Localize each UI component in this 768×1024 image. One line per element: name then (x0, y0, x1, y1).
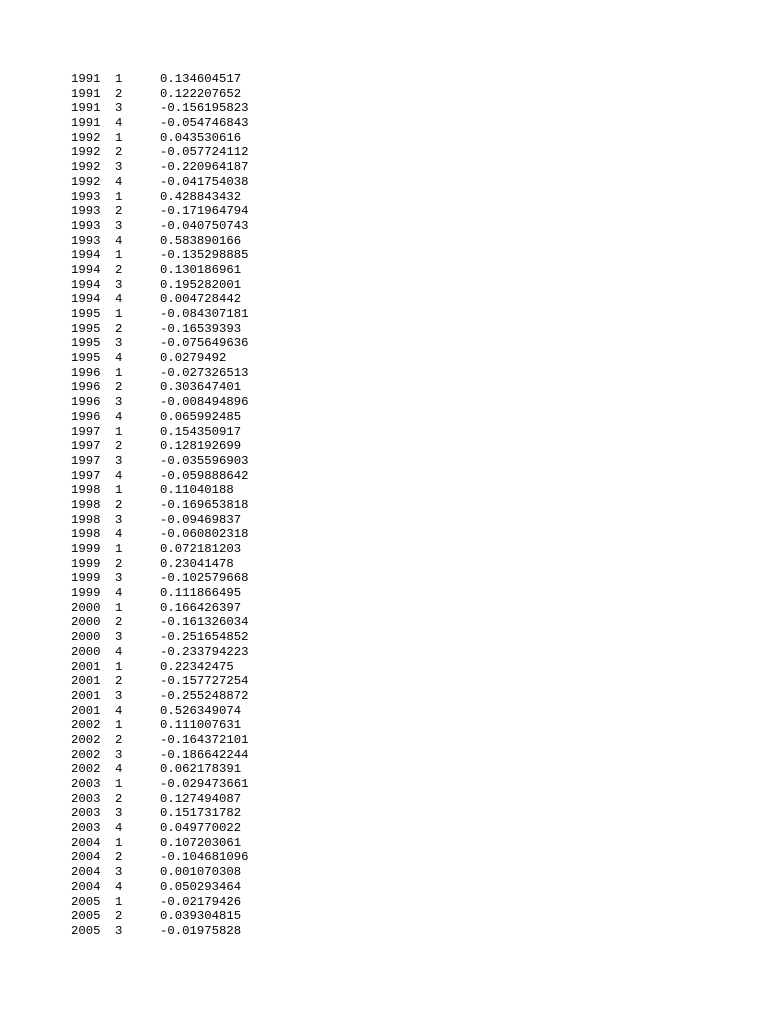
value-cell: 0.23041478 (160, 556, 234, 571)
value-cell: 0.583890166 (160, 233, 242, 248)
quarter-cell: 4 (115, 879, 123, 894)
quarter-cell: 3 (115, 395, 123, 410)
value-cell: 0.049770022 (160, 821, 242, 836)
value-cell: 0.428843432 (160, 189, 242, 204)
value-cell: -0.135298885 (160, 248, 249, 263)
year-cell: 2001 (71, 688, 101, 703)
year-cell: 2005 (71, 894, 101, 909)
year-cell: 2000 (71, 615, 101, 630)
value-cell: 0.065992485 (160, 409, 242, 424)
year-cell: 1999 (71, 542, 101, 556)
year-cell: 1999 (71, 586, 101, 601)
quarter-cell: 3 (115, 806, 123, 821)
quarter-cell: 1 (115, 130, 123, 145)
year-cell: 1992 (71, 174, 101, 189)
year-cell: 2003 (71, 806, 101, 821)
quarter-cell: 4 (115, 586, 123, 601)
quarter-cell: 1 (115, 894, 123, 909)
year-cell: 1998 (71, 497, 101, 512)
value-cell: -0.040750743 (160, 218, 249, 233)
value-cell: -0.161326034 (160, 615, 249, 630)
quarter-cell: 3 (115, 571, 123, 586)
quarter-cell: 1 (115, 365, 123, 380)
year-cell: 1994 (71, 277, 101, 292)
year-cell: 1996 (71, 380, 101, 395)
year-cell: 1993 (71, 233, 101, 248)
year-cell: 1993 (71, 204, 101, 219)
quarter-cell: 1 (115, 835, 123, 850)
year-cell: 2004 (71, 835, 101, 850)
quarter-cell: 2 (115, 791, 123, 806)
quarter-cell: 2 (115, 556, 123, 571)
value-cell: 0.062178391 (160, 762, 242, 777)
year-cell: 2002 (71, 718, 101, 733)
value-cell: -0.008494896 (160, 395, 249, 410)
value-cell: 0.166426397 (160, 600, 242, 615)
value-cell: 0.134604517 (160, 72, 242, 86)
quarter-cell: 2 (115, 380, 123, 395)
year-cell: 2004 (71, 879, 101, 894)
quarter-cell: 3 (115, 747, 123, 762)
value-cell: 0.22342475 (160, 659, 234, 674)
value-cell: -0.041754038 (160, 174, 249, 189)
year-cell: 2001 (71, 659, 101, 674)
quarter-cell: 4 (115, 116, 123, 131)
year-cell: 2005 (71, 909, 101, 924)
value-cell: 0.050293464 (160, 879, 242, 894)
quarter-cell: 2 (115, 674, 123, 689)
value-cell: -0.16539393 (160, 321, 242, 336)
value-cell: 0.526349074 (160, 703, 242, 718)
value-cell: -0.220964187 (160, 160, 249, 175)
year-cell: 1996 (71, 409, 101, 424)
value-cell: 0.154350917 (160, 424, 242, 439)
value-cell: -0.164372101 (160, 732, 249, 747)
year-cell: 1995 (71, 336, 101, 351)
value-cell: -0.09469837 (160, 512, 242, 527)
quarter-cell: 3 (115, 101, 123, 116)
quarter-cell: 1 (115, 718, 123, 733)
quarter-cell: 3 (115, 277, 123, 292)
value-cell: 0.0279492 (160, 351, 227, 366)
year-cell: 1999 (71, 556, 101, 571)
quarter-cell: 4 (115, 233, 123, 248)
year-cell: 2001 (71, 674, 101, 689)
quarter-cell: 2 (115, 262, 123, 277)
year-cell: 1992 (71, 145, 101, 160)
quarter-cell: 1 (115, 307, 123, 321)
value-cell: 0.111866495 (160, 586, 242, 601)
quarter-cell: 2 (115, 321, 123, 336)
year-cell: 1998 (71, 483, 101, 498)
year-cell: 1993 (71, 189, 101, 204)
value-cell: 0.107203061 (160, 835, 242, 850)
year-cell: 1997 (71, 424, 101, 439)
quarter-cell: 3 (115, 512, 123, 527)
year-cell: 1997 (71, 453, 101, 468)
quarter-cell: 2 (115, 439, 123, 454)
value-cell: -0.035596903 (160, 453, 249, 468)
value-cell: 0.128192699 (160, 439, 242, 454)
quarter-cell: 3 (115, 218, 123, 233)
year-cell: 1996 (71, 395, 101, 410)
quarter-cell: 4 (115, 644, 123, 659)
year-cell: 1992 (71, 160, 101, 175)
year-cell: 1999 (71, 571, 101, 586)
year-cell: 1996 (71, 365, 101, 380)
year-cell: 1992 (71, 130, 101, 145)
value-cell: -0.233794223 (160, 644, 249, 659)
value-cell: -0.104681096 (160, 850, 249, 865)
value-cell: -0.01975828 (160, 923, 242, 938)
year-cell: 1991 (71, 101, 101, 116)
year-cell: 2003 (71, 777, 101, 791)
value-cell: -0.255248872 (160, 688, 249, 703)
year-cell: 2000 (71, 630, 101, 645)
year-cell: 1995 (71, 351, 101, 366)
quarter-cell: 1 (115, 72, 123, 86)
quarter-cell: 3 (115, 453, 123, 468)
value-cell: -0.157727254 (160, 674, 249, 689)
quarter-cell: 3 (115, 865, 123, 880)
year-cell: 2002 (71, 762, 101, 777)
value-cell: -0.186642244 (160, 747, 249, 762)
year-cell: 2001 (71, 703, 101, 718)
value-cell: 0.039304815 (160, 909, 242, 924)
quarter-cell: 3 (115, 630, 123, 645)
year-cell: 1997 (71, 439, 101, 454)
quarter-cell: 4 (115, 351, 123, 366)
year-cell: 1998 (71, 512, 101, 527)
quarter-cell: 2 (115, 86, 123, 101)
quarter-cell: 4 (115, 703, 123, 718)
year-cell: 2003 (71, 791, 101, 806)
value-cell: 0.11040188 (160, 483, 234, 498)
value-cell: -0.169653818 (160, 497, 249, 512)
quarter-cell: 2 (115, 204, 123, 219)
quarter-cell: 4 (115, 174, 123, 189)
year-cell: 2003 (71, 821, 101, 836)
year-cell: 1998 (71, 527, 101, 542)
value-cell: -0.054746843 (160, 116, 249, 131)
quarter-cell: 1 (115, 248, 123, 263)
quarter-cell: 3 (115, 923, 123, 938)
year-cell: 1997 (71, 468, 101, 483)
quarter-cell: 3 (115, 160, 123, 175)
value-cell: -0.156195823 (160, 101, 249, 116)
quarter-cell: 3 (115, 336, 123, 351)
year-cell: 2005 (71, 923, 101, 938)
value-cell: -0.027326513 (160, 365, 249, 380)
year-cell: 2004 (71, 850, 101, 865)
quarter-cell: 4 (115, 468, 123, 483)
value-cell: -0.075649636 (160, 336, 249, 351)
year-cell: 1993 (71, 218, 101, 233)
value-cell: -0.251654852 (160, 630, 249, 645)
quarter-cell: 1 (115, 600, 123, 615)
year-cell: 1991 (71, 86, 101, 101)
value-cell: 0.303647401 (160, 380, 242, 395)
value-cell: 0.043530616 (160, 130, 242, 145)
value-cell: -0.102579668 (160, 571, 249, 586)
value-cell: 0.130186961 (160, 262, 242, 277)
year-cell: 2000 (71, 644, 101, 659)
value-cell: 0.072181203 (160, 542, 242, 556)
year-cell: 1991 (71, 72, 101, 86)
quarter-cell: 2 (115, 497, 123, 512)
quarter-cell: 2 (115, 909, 123, 924)
value-cell: 0.195282001 (160, 277, 242, 292)
year-cell: 2002 (71, 747, 101, 762)
value-cell: 0.001070308 (160, 865, 242, 880)
quarter-cell: 4 (115, 821, 123, 836)
quarter-cell: 4 (115, 527, 123, 542)
year-cell: 1994 (71, 292, 101, 307)
value-cell: -0.060802318 (160, 527, 249, 542)
quarter-cell: 2 (115, 850, 123, 865)
year-cell: 2000 (71, 600, 101, 615)
quarter-cell: 1 (115, 659, 123, 674)
year-cell: 1994 (71, 248, 101, 263)
value-cell: -0.171964794 (160, 204, 249, 219)
value-cell: -0.029473661 (160, 777, 249, 791)
value-cell: -0.059888642 (160, 468, 249, 483)
quarter-cell: 2 (115, 732, 123, 747)
value-cell: 0.004728442 (160, 292, 242, 307)
value-cell: 0.111007631 (160, 718, 242, 733)
quarter-cell: 1 (115, 542, 123, 556)
quarter-cell: 2 (115, 615, 123, 630)
quarter-cell: 1 (115, 189, 123, 204)
value-cell: -0.02179426 (160, 894, 242, 909)
value-cell: -0.057724112 (160, 145, 249, 160)
quarter-cell: 2 (115, 145, 123, 160)
year-cell: 1991 (71, 116, 101, 131)
quarter-cell: 4 (115, 762, 123, 777)
quarter-cell: 4 (115, 292, 123, 307)
year-cell: 1995 (71, 307, 101, 321)
value-cell: 0.127494087 (160, 791, 242, 806)
quarter-cell: 4 (115, 409, 123, 424)
quarter-cell: 1 (115, 424, 123, 439)
quarter-cell: 1 (115, 483, 123, 498)
value-cell: 0.151731782 (160, 806, 242, 821)
year-cell: 1995 (71, 321, 101, 336)
quarter-cell: 3 (115, 688, 123, 703)
year-cell: 1994 (71, 262, 101, 277)
value-cell: -0.084307181 (160, 307, 249, 321)
quarter-cell: 1 (115, 777, 123, 791)
year-cell: 2002 (71, 732, 101, 747)
value-cell: 0.122207652 (160, 86, 242, 101)
year-cell: 2004 (71, 865, 101, 880)
